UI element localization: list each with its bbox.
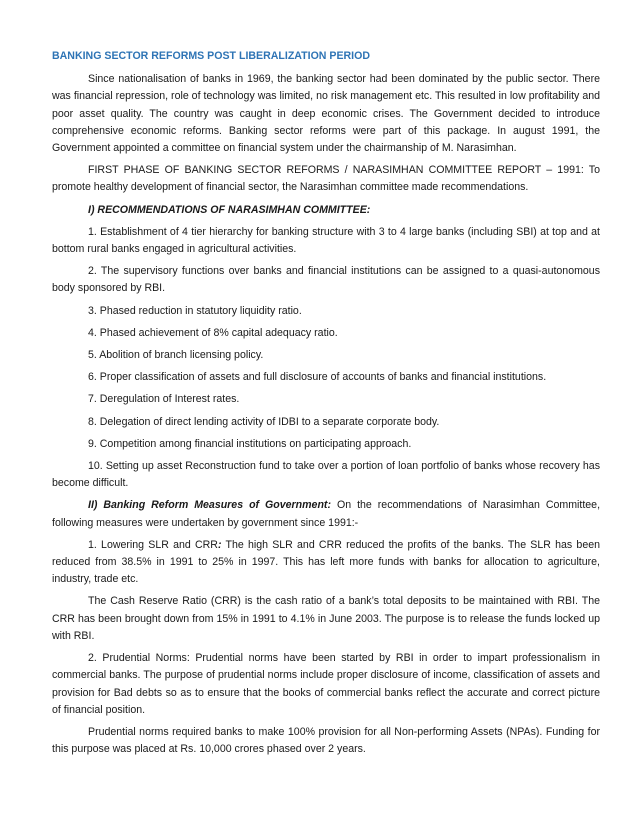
recommendation-item: 6. Proper classification of assets and full disclosure of accounts of banks and financial institutions. (88, 371, 547, 384)
prudential-provision-paragraph: Prudential norms required banks to make 100% provision for all Non-performing Assets (NPAs). Funding for this purpose was placed at Rs. 10,000 crores phased over 2 years. (52, 725, 600, 756)
recommendation-item: 8. Delegation of direct lending activity of IDBI to a separate corporate body. (88, 415, 440, 428)
reform-measures-heading: II) Banking Reform Measures of Government: (88, 499, 331, 512)
recommendation-item: 4. Phased achievement of 8% capital adequacy ratio. (88, 326, 338, 339)
recommendation-item: 3. Phased reduction in statutory liquidity ratio. (88, 304, 302, 317)
measure-slr-crr-paragraph (52, 537, 600, 589)
recommendation-item: 1. Establishment of 4 tier hierarchy for banking structure with 3 to 4 large banks (including SBI) at top and at bottom rural banks engaged in agricultural activities. (52, 225, 600, 256)
recommendation-item: 7. Deregulation of Interest rates. (88, 393, 240, 406)
recommendation-item: 9. Competition among financial institutions on participating approach. (88, 437, 412, 450)
measure-slr-crr-text: The high SLR and CRR reduced the profits of the banks. The SLR has been reduced from 38.5% in 1991 to 25% in 1997. This has left more funds with banks for allocation to agriculture, industry, trade etc. (52, 538, 600, 586)
recommendation-item: 10. Setting up asset Reconstruction fund to take over a portion of loan portfolio of banks whose recovery has become difficult. (52, 460, 600, 490)
document-title: BANKING SECTOR REFORMS POST LIBERALIZATION PERIOD (52, 50, 371, 62)
recommendation-item: 5. Abolition of branch licensing policy. (88, 349, 264, 362)
reform-measures-text: On the recommendations of Narasimhan Committee, following measures were undertaken by government since 1991:- (52, 499, 601, 529)
intro-paragraph: Since nationalisation of banks in 1969, the banking sector had been dominated by the public sector. There was financial repression, role of technology was limited, no risk management etc. This resulted in low profitability and poor asset quality. The country was caught in deep economic crises. The Government decided to introduce comprehensive economic reforms. Banking sector reforms were part of this package. In august 1991, the Government appointed a committee on financial system under the chairmanship of M. Narasimhan. (52, 73, 600, 155)
crr-paragraph: The Cash Reserve Ratio (CRR) is the cash ratio of a bank’s total deposits to be maintained with RBI. The CRR has been brought down from 15% in 1991 to 4.1% in June 2003. The purpose is to release the funds locked up with RBI. (52, 595, 600, 642)
reform-measures-paragraph (52, 497, 600, 531)
recommendations-heading: I) RECOMMENDATIONS OF NARASIMHAN COMMITTEE: (88, 203, 371, 216)
recommendation-item: 2. The supervisory functions over banks and financial institutions can be assigned to a quasi-autonomous body sponsored by RBI. (52, 265, 600, 295)
document-page (52, 48, 600, 763)
measure-slr-crr-colon: : (217, 538, 222, 551)
measure-slr-crr-lead: 1. Lowering SLR and CRR (88, 538, 218, 551)
prudential-norms-paragraph: 2. Prudential Norms: Prudential norms have been started by RBI in order to impart professionalism in commercial banks. The purpose of prudential norms include proper disclosure of income, classification of assets and provision for Bad debts so as to ensure that the books of commercial banks reflect the accurate and correct picture of financial position. (52, 652, 600, 716)
first-phase-paragraph: FIRST PHASE OF BANKING SECTOR REFORMS / NARASIMHAN COMMITTEE REPORT – 1991: To promote healthy development of financial sector, the Narasimhan committee made recommendations. (52, 164, 600, 194)
